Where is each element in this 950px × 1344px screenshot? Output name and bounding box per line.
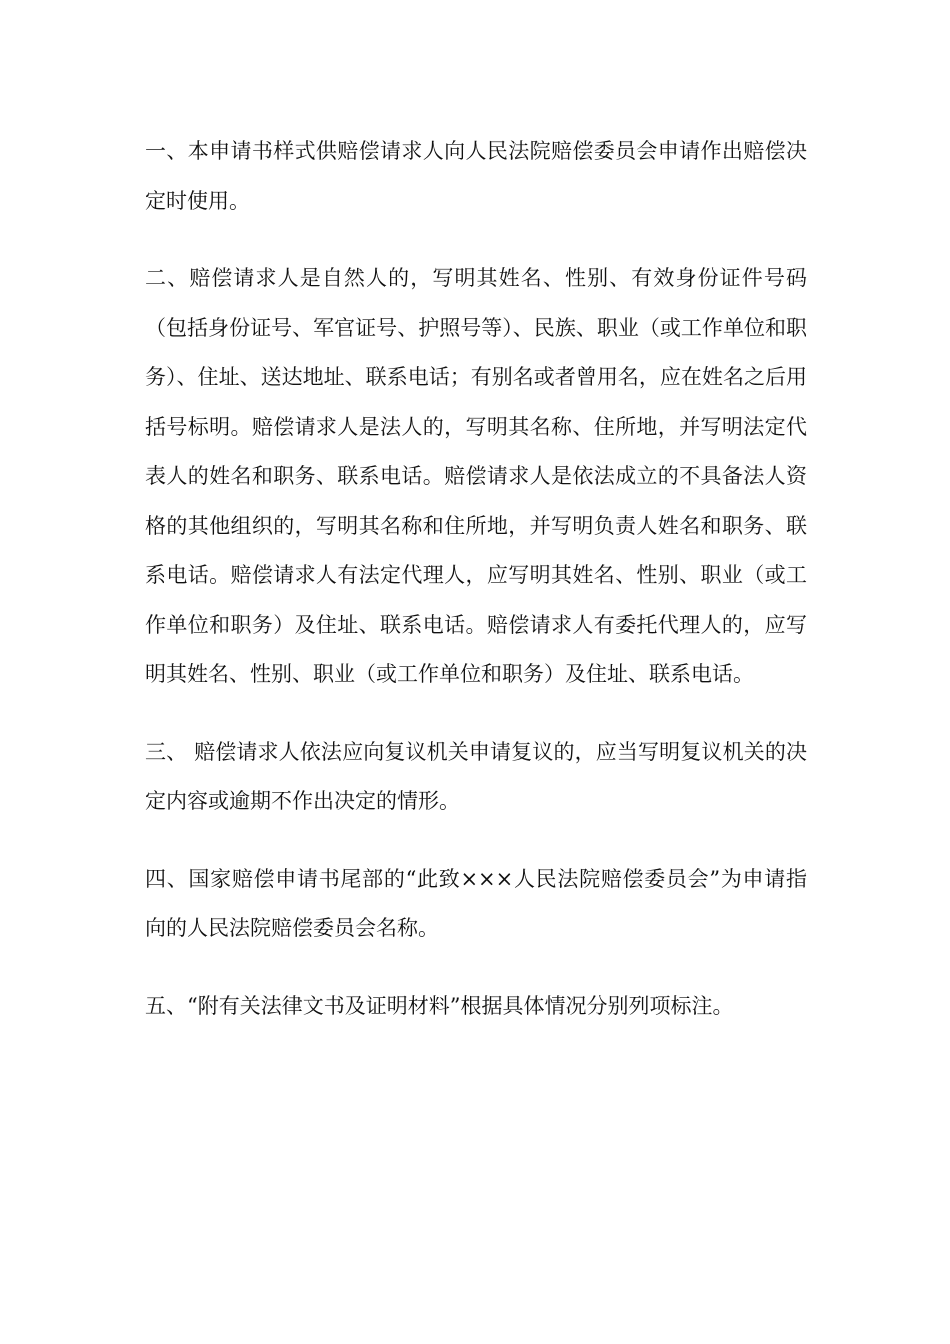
document-body	[145, 127, 807, 1031]
note-paragraph-3: 三、 赔偿请求人依法应向复议机关申请复议的，应当写明复议机关的决定内容或逾期不作出决定的情形。	[145, 739, 807, 813]
note-paragraph-5: 五、“附有关法律文书及证明材料”根据具体情况分别列项标注。	[145, 993, 734, 1018]
note-paragraph-1: 一、本申请书样式供赔偿请求人向人民法院赔偿委员会申请作出赔偿决定时使用。	[145, 139, 807, 213]
note-paragraph-2: 二、赔偿请求人是自然人的，写明其姓名、性别、有效身份证件号码（包括身份证号、军官证号、护照号等）、民族、职业（或工作单位和职务）、住址、送达地址、联系电话；有别名或者曾用名，应在姓名之后用括号标明。赔偿请求人是法人的，写明其名称、住所地，并写明法定代表人的姓名和职务、联系电话。赔偿请求人是依法成立的不具备法人资格的其他组织的，写明其名称和住所地，并写明负责人姓名和职务、联系电话。赔偿请求人有法定代理人，应写明其姓名、性别、职业（或工作单位和职务）及住址、联系电话。赔偿请求人有委托代理人的，应写明其姓名、性别、职业（或工作单位和职务）及住址、联系电话。	[145, 266, 807, 686]
note-paragraph-4: 四、国家赔偿申请书尾部的“此致×××人民法院赔偿委员会”为申请指向的人民法院赔偿委员会名称。	[145, 866, 807, 940]
